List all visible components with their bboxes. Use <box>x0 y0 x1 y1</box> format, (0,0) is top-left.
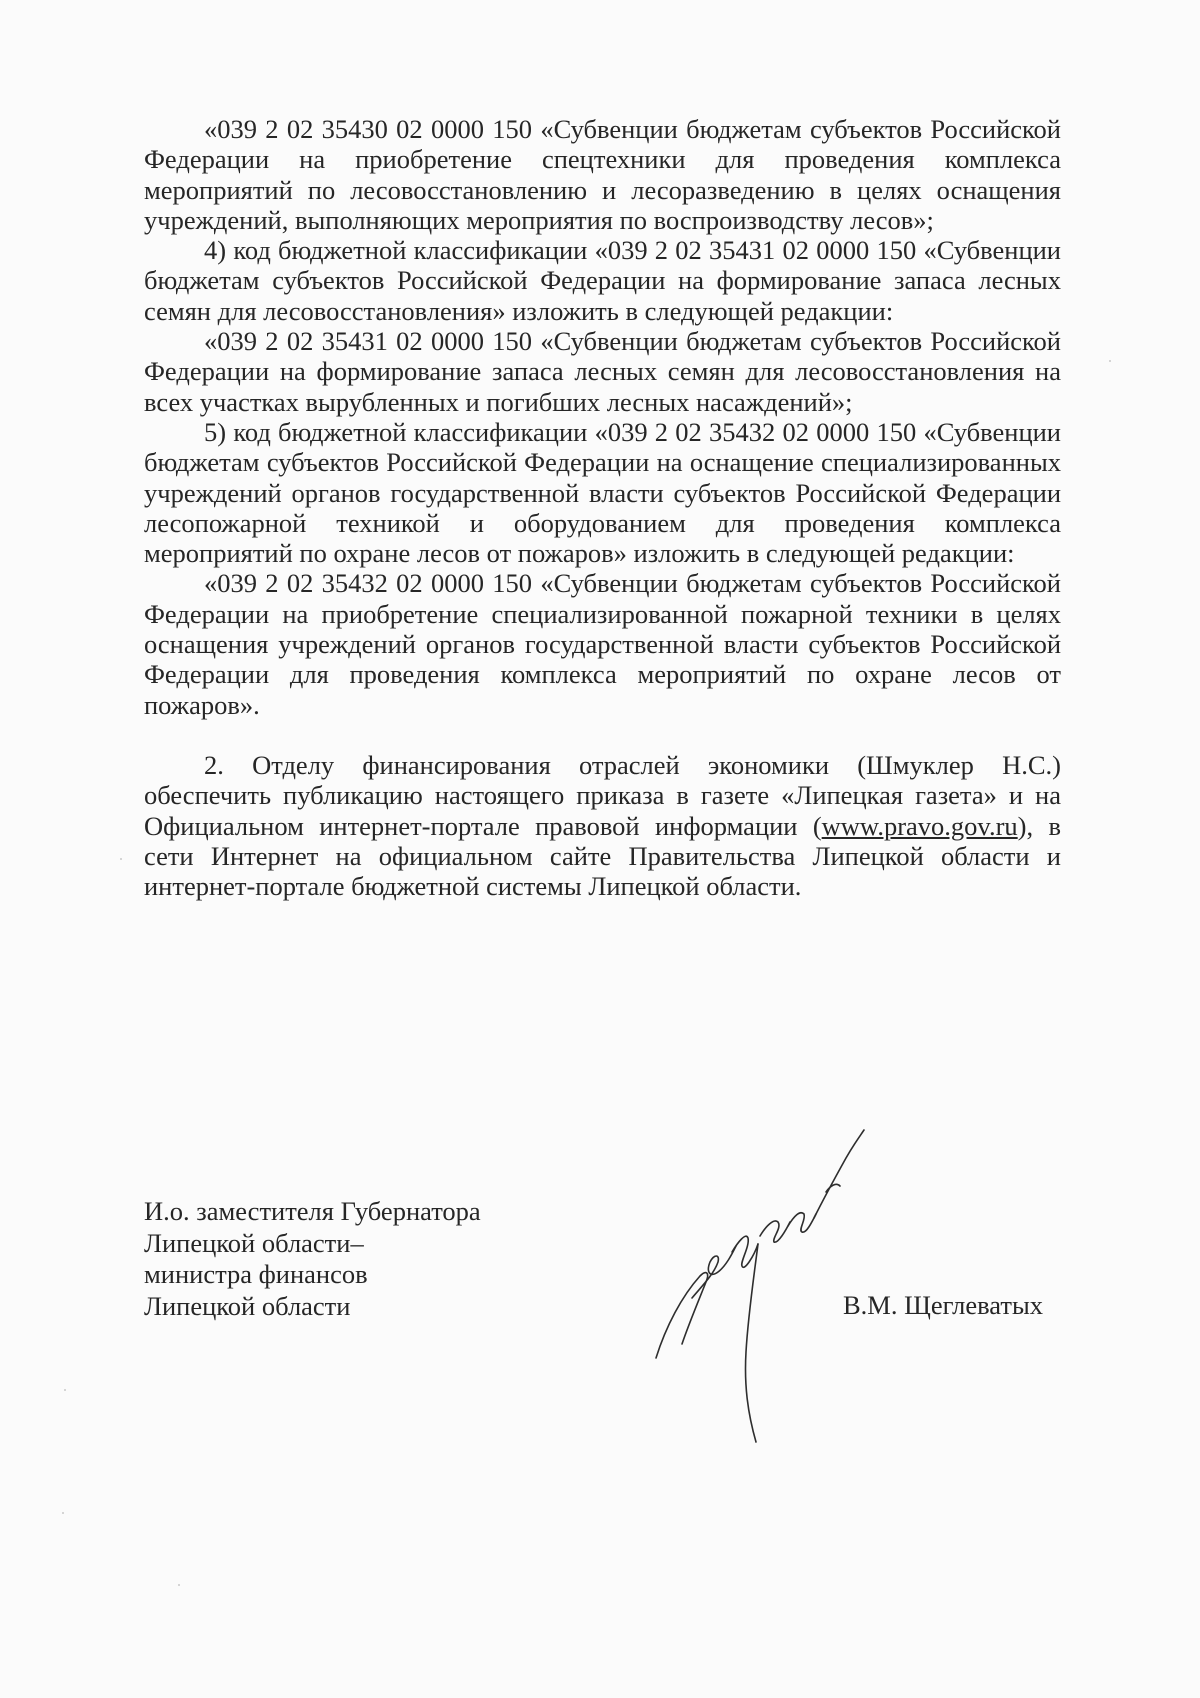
paragraph-item-5: 5) код бюджетной классификации «039 2 02 35432 02 0000 150 «Субвенции бюджетам субъектов Российской Федерации на оснащение специализированных учреждений органов государственной власти субъектов Российской Федерации лесопожарной техникой и оборудованием для проведения комплекса мероприятий по охране лесов от пожаров» изложить в следующей редакции: <box>144 416 1061 569</box>
signer-position-line: И.о. заместителя Губернатора <box>144 1196 481 1226</box>
scan-speck <box>64 1389 66 1391</box>
pravo-gov-link[interactable]: www.pravo.gov.ru <box>821 810 1018 841</box>
scan-speck <box>62 1512 64 1514</box>
scan-speck <box>178 1584 180 1586</box>
signer-position-line: Липецкой области– <box>144 1227 364 1258</box>
scan-speck <box>120 858 122 860</box>
scan-speck <box>1109 360 1111 362</box>
paragraph-item-4: 4) код бюджетной классификации «039 2 02 35431 02 0000 150 «Субвенции бюджетам субъектов Российской Федерации на формирование запаса лесных семян для лесовосстановления» изложить в следующей редакции: <box>144 235 1061 326</box>
signature-stroke <box>760 1221 790 1242</box>
paragraph-item-2 <box>144 750 1061 901</box>
signature-stroke <box>814 1130 864 1218</box>
signature-stroke <box>692 1246 736 1298</box>
document-body <box>144 114 1061 901</box>
signer-position <box>144 1196 604 1322</box>
signer-position-line: министра финансов <box>144 1259 368 1289</box>
paragraph-kbk-35432-new: «039 2 02 35432 02 0000 150 «Субвенции бюджетам субъектов Российской Федерации на приобретение специализированной пожарной техники в целях оснащения учреждений органов государственной власти субъектов Российской Федерации для проведения комплекса мероприятий по охране лесов от пожаров». <box>144 568 1061 720</box>
signature-stroke <box>788 1213 816 1232</box>
paragraph-kbk-35430-new: «039 2 02 35430 02 0000 150 «Субвенции бюджетам субъектов Российской Федерации на приобретение спецтехники для проведения комплекса мероприятий по лесовосстановлению и лесоразведению в целях оснащения учреждений, выполняющих мероприятия по воспроизводству лесов»; <box>144 114 1061 235</box>
paragraph-kbk-35431-new: «039 2 02 35431 02 0000 150 «Субвенции бюджетам субъектов Российской Федерации на формирование запаса лесных семян для лесовосстановления на всех участках вырубленных и погибших лесных насаждений»; <box>144 326 1061 417</box>
signature-stroke <box>656 1273 708 1358</box>
item-2-text-end: ), в сети Интернет на официальном сайте Правительства Липецкой области и интернет-портале бюджетной системы Липецкой области. <box>144 810 1061 902</box>
signature-stroke <box>745 1244 758 1442</box>
signature-stroke <box>732 1236 758 1267</box>
item-2-text-start: 2. Отделу финансирования отраслей экономики (Шмуклер Н.С.) обеспечить публикацию настоящего приказа в газете «Липецкая газета» и на Официальном интернет-портале правовой информации ( <box>144 749 1061 841</box>
signer-position-line: Липецкой области <box>144 1290 351 1321</box>
signer-name: В.М. Щеглеватых <box>843 1290 1043 1320</box>
